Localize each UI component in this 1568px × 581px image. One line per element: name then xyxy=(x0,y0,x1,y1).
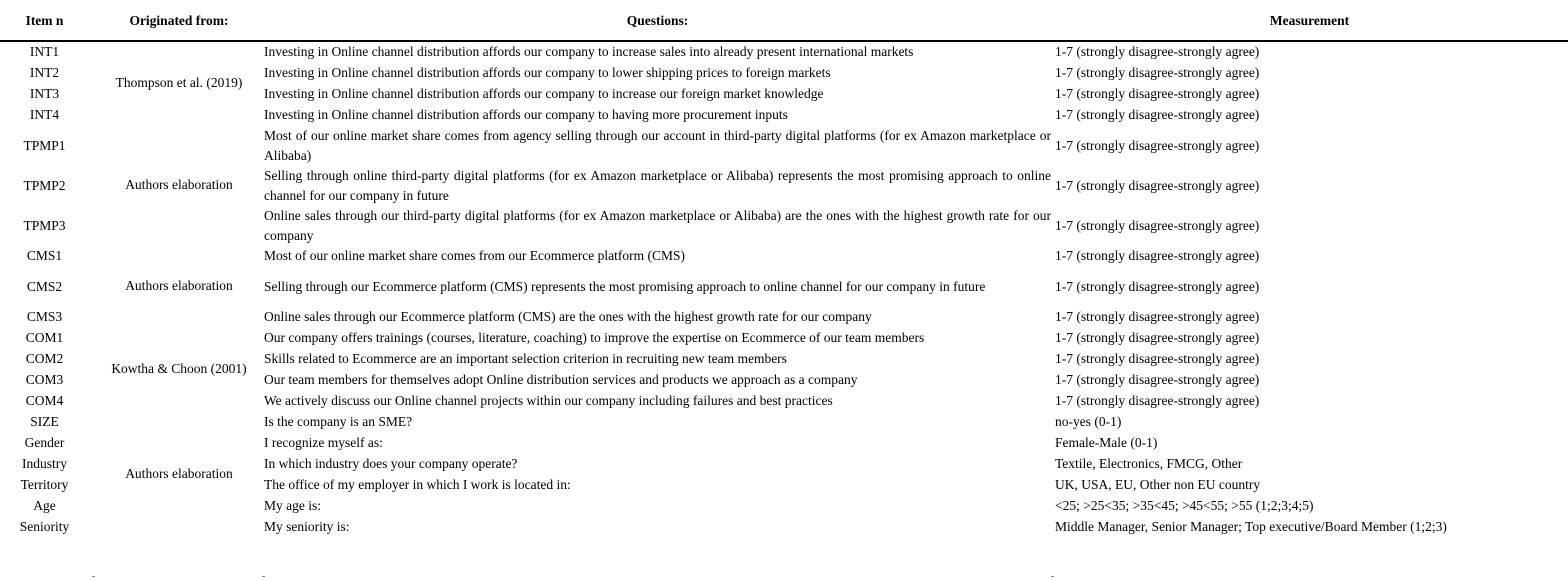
item-code: Territory xyxy=(20,477,69,492)
item-code: INT1 xyxy=(29,44,60,59)
question-text: Our team members for themselves adopt Online distribution services and products we approach as a company xyxy=(264,372,858,387)
item-code: TPMP3 xyxy=(23,218,66,233)
question-text: We actively discuss our Online channel projects within our company including failures and best practices xyxy=(264,393,833,408)
item-code: INT3 xyxy=(29,86,60,101)
item-code: TPMP1 xyxy=(23,138,66,153)
question-text: Most of our online market share comes from our Ecommerce platform (CMS) xyxy=(264,248,686,263)
question-text: Investing in Online channel distribution affords our company to having more procurement inputs xyxy=(264,107,788,122)
question-text: Investing in Online channel distribution affords our company to increase our foreign market knowledge xyxy=(264,86,824,101)
measurement-scale: no-yes (0-1) xyxy=(1055,414,1122,429)
header-questions: Questions: xyxy=(626,13,689,28)
measurement-scale: Textile, Electronics, FMCG, Other xyxy=(1055,456,1243,471)
item-code: COM4 xyxy=(25,393,64,408)
question-text: Our company offers trainings (courses, literature, coaching) to improve the expertise on Ecommerce of our team members xyxy=(264,330,925,345)
header-item: Item n xyxy=(25,13,64,28)
measurement-scale: 1-7 (strongly disagree-strongly agree) xyxy=(1055,178,1260,193)
question-text: Is the company is an SME? xyxy=(264,414,413,429)
measurement-scale: <25; >25<35; >35<45; >45<55; >55 (1;2;3;4;5) xyxy=(1055,498,1314,513)
header-origin: Originated from: xyxy=(129,13,229,28)
measurement-scale: 1-7 (strongly disagree-strongly agree) xyxy=(1055,372,1260,387)
question-text: I recognize myself as: xyxy=(264,435,383,450)
item-code: COM1 xyxy=(25,330,64,345)
measurement-scale: 1-7 (strongly disagree-strongly agree) xyxy=(1055,138,1260,153)
origin-label: Authors elaboration xyxy=(125,466,233,481)
measurement-scale: 1-7 (strongly disagree-strongly agree) xyxy=(1055,65,1260,80)
measurement-scale: 1-7 (strongly disagree-strongly agree) xyxy=(1055,248,1260,263)
measurement-scale: 1-7 (strongly disagree-strongly agree) xyxy=(1055,309,1260,324)
origin-label: Authors elaboration xyxy=(125,278,233,293)
measurement-scale: Middle Manager, Senior Manager; Top executive/Board Member (1;2;3) xyxy=(1055,519,1447,534)
item-code: CMS2 xyxy=(26,279,63,294)
item-code: SIZE xyxy=(30,414,59,429)
item-code: Gender xyxy=(24,435,65,450)
question-text: In which industry does your company operate? xyxy=(264,456,518,471)
question-text: Skills related to Ecommerce are an important selection criterion in recruiting new team members xyxy=(264,351,787,366)
measurement-scale: 1-7 (strongly disagree-strongly agree) xyxy=(1055,218,1260,233)
measurement-scale: 1-7 (strongly disagree-strongly agree) xyxy=(1055,107,1260,122)
item-code: CMS3 xyxy=(26,309,63,324)
question-text: Most of our online market share comes from agency selling through our account in third-party digital platforms (for ex Amazon marketplace or Alibaba) xyxy=(264,128,1051,163)
question-text: Selling through online third-party digital platforms (for ex Amazon marketplace or Alibaba) represents the most promising approach to online channel for our company in future xyxy=(264,168,1051,203)
item-code: Age xyxy=(33,498,56,513)
measurement-scale: UK, USA, EU, Other non EU country xyxy=(1055,477,1261,492)
column-tick xyxy=(262,576,265,577)
item-code: TPMP2 xyxy=(23,178,66,193)
item-code: CMS1 xyxy=(26,248,63,263)
question-text: Selling through our Ecommerce platform (CMS) represents the most promising approach to online channel for our company in future xyxy=(264,279,986,294)
header-measurement: Measurement xyxy=(1269,13,1350,28)
item-code: Seniority xyxy=(19,519,70,534)
question-text: Online sales through our Ecommerce platform (CMS) are the ones with the highest growth rate for our company xyxy=(264,309,872,324)
measurement-scale: 1-7 (strongly disagree-strongly agree) xyxy=(1055,393,1260,408)
origin-label: Thompson et al. (2019) xyxy=(115,75,243,90)
measurement-scale: 1-7 (strongly disagree-strongly agree) xyxy=(1055,351,1260,366)
column-tick xyxy=(1051,576,1054,577)
measurement-scale: Female-Male (0-1) xyxy=(1055,435,1158,450)
measurement-scale: 1-7 (strongly disagree-strongly agree) xyxy=(1055,44,1260,59)
measurement-scale: 1-7 (strongly disagree-strongly agree) xyxy=(1055,86,1260,101)
question-text: Online sales through our third-party digital platforms (for ex Amazon marketplace or Alibaba) are the ones with the highest growth rate for our company xyxy=(264,208,1051,243)
item-code: COM2 xyxy=(25,351,64,366)
item-code: INT2 xyxy=(29,65,60,80)
item-code: COM3 xyxy=(25,372,64,387)
question-text: My age is: xyxy=(264,498,321,513)
item-code: INT4 xyxy=(29,107,60,122)
origin-label: Kowtha & Choon (2001) xyxy=(111,361,247,376)
measurement-scale: 1-7 (strongly disagree-strongly agree) xyxy=(1055,279,1260,294)
column-tick xyxy=(92,576,95,577)
question-text: Investing in Online channel distribution affords our company to increase sales into already present international markets xyxy=(264,44,914,59)
item-code: Industry xyxy=(22,456,67,471)
question-text: The office of my employer in which I work is located in: xyxy=(264,477,571,492)
question-text: Investing in Online channel distribution affords our company to lower shipping prices to foreign markets xyxy=(264,65,831,80)
measurement-scale: 1-7 (strongly disagree-strongly agree) xyxy=(1055,330,1260,345)
origin-label: Authors elaboration xyxy=(125,177,233,192)
question-text: My seniority is: xyxy=(264,519,350,534)
